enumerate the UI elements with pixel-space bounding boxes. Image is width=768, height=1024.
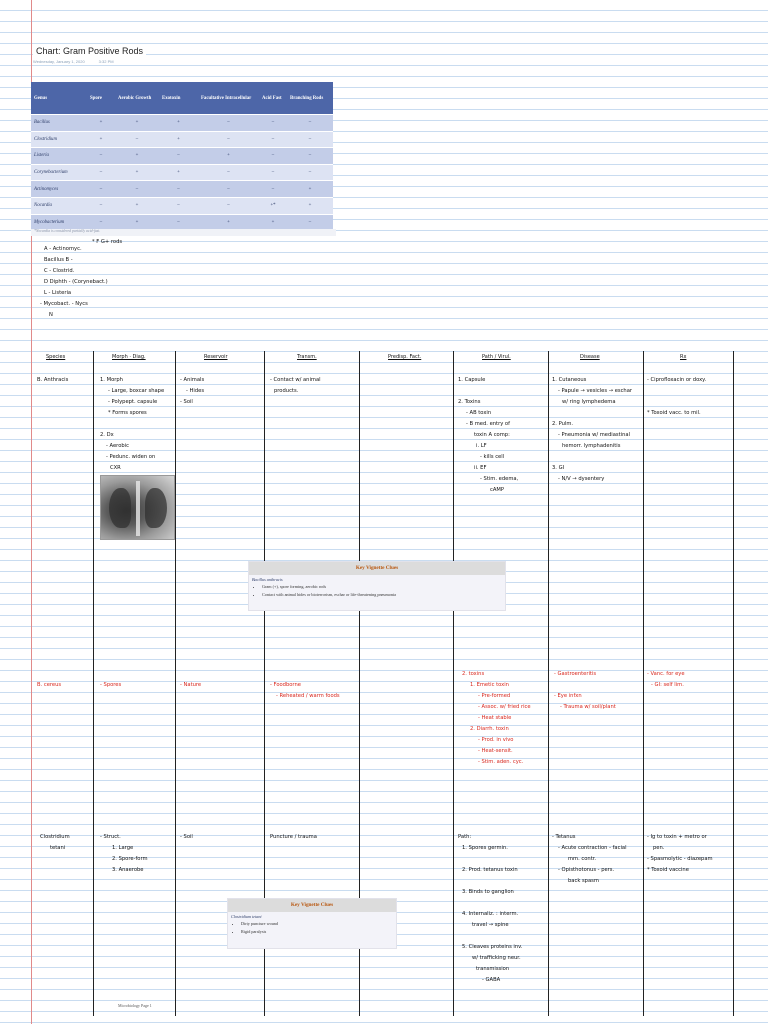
table-cell: – [287, 148, 333, 165]
table-cell: + [115, 115, 159, 132]
tetani-morph: - Struct. [100, 834, 121, 840]
column-header-rx: Rx [680, 354, 687, 360]
table-cell: Listeria [31, 148, 87, 165]
table-row [31, 164, 333, 181]
column-header-transm: Transm. [297, 354, 317, 360]
anthracis-reservoir: - Animals [180, 377, 205, 383]
table-cell: + [198, 148, 259, 165]
table-cell: + [259, 214, 287, 230]
col-branching: Branching Rods [287, 82, 333, 115]
mnemonic-line: N [49, 312, 53, 318]
page-date: Wednesday, January 1, 2020 [33, 59, 85, 64]
vignette-list [228, 920, 396, 935]
table-cell: + [159, 115, 198, 132]
vignette-bullet: • Gram (+), spore forming, aerobic rods [262, 583, 505, 591]
cereus-path: - Pre-formed [478, 693, 511, 699]
table-cell: – [287, 214, 333, 230]
anthracis-path: ii. EF [474, 465, 487, 471]
anthracis-morph: - Polypept. capsule [108, 399, 158, 405]
mnemonic-line: D Diphth - (Corynebact.) [44, 279, 108, 285]
anthracis-morph: - Pedunc. widen on [106, 454, 156, 460]
anthracis-path: 1. Capsule [458, 377, 486, 383]
cereus-path: - Assoc. w/ fried rice [478, 704, 531, 710]
anthracis-path: - kills cell [480, 454, 505, 460]
cereus-transm: - Foodborne [270, 682, 301, 688]
table-cell: – [259, 181, 287, 198]
anthracis-path: - Stim. edema, [480, 476, 519, 482]
anthracis-rx: * Toxoid vacc. to mil. [647, 410, 701, 416]
anthracis-path: - AB toxin [466, 410, 492, 416]
table-cell: – [87, 214, 115, 230]
cereus-path: 2. toxins [462, 671, 485, 677]
vignette-bullet: • Rigid paralysis [241, 928, 396, 936]
anthracis-path: toxin A comp: [474, 432, 510, 438]
vignette-organism: Bacillus anthracis [252, 577, 283, 582]
col-exotoxin: Exotoxin [159, 82, 198, 115]
tetani-path: w/ trafficking neur. [472, 955, 521, 961]
anthracis-transm: products. [274, 388, 299, 394]
anthracis-morph: CXR [110, 465, 121, 471]
table-cell: – [259, 164, 287, 181]
column-divider [175, 351, 176, 1016]
anthracis-path: - B med. entry of [466, 421, 510, 427]
cereus-path: 1. Emetic toxin [470, 682, 509, 688]
cereus-rx: - Vanc. for eye [647, 671, 685, 677]
tetani-path: - GABA [482, 977, 501, 983]
table-cell: – [198, 164, 259, 181]
tetani-path: 3. Binds to ganglion [462, 889, 514, 895]
vignette-title: Key Vignette Clues [249, 562, 505, 575]
anthracis-disease: - Pneumonia w/ mediastinal [558, 432, 630, 438]
species-anthracis: B. Anthracis [37, 377, 69, 383]
page-title: Chart: Gram Positive Rods [33, 46, 146, 56]
mnemonic-line: Bacillus B - [44, 257, 73, 263]
table-row [31, 197, 333, 214]
tetani-rx: - Spasmolytic - diazepam [647, 856, 713, 862]
col-facultative: Facultative Intracellular [198, 82, 259, 115]
table-cell: – [87, 148, 115, 165]
vignette-title: Key Vignette Clues [228, 899, 396, 912]
table-cell: – [198, 197, 259, 214]
vignette-box-tetani [227, 898, 397, 949]
page-time: 3:32 PM [98, 59, 114, 64]
table-cell: + [87, 131, 115, 148]
column-divider [733, 351, 734, 1016]
tetani-transm: Puncture / trauma [270, 834, 317, 840]
table-cell: – [159, 214, 198, 230]
table-cell: + [198, 214, 259, 230]
table-cell: Actinomyces [31, 181, 87, 198]
mnemonic-line: - Mycobact. - Nycs [40, 301, 88, 307]
cereus-path: - Heat-sensit. [478, 748, 513, 754]
anthracis-disease: 1. Cutaneous [552, 377, 587, 383]
column-divider [453, 351, 454, 1016]
table-cell: – [198, 115, 259, 132]
table-cell: Bacillus [31, 115, 87, 132]
vignette-box-anthracis [248, 561, 506, 611]
anthracis-disease: w/ ring lymphedema [562, 399, 616, 405]
tetani-disease: mm. contr. [568, 856, 597, 862]
tetani-morph: 1. Large [112, 845, 134, 851]
table-cell: + [115, 214, 159, 230]
table-cell: + [87, 115, 115, 132]
table-cell: + [287, 197, 333, 214]
table-cell: – [287, 164, 333, 181]
table-cell: – [259, 131, 287, 148]
table-cell: – [87, 197, 115, 214]
tetani-rx: - Ig to toxin + metro or [647, 834, 707, 840]
anthracis-path: cAMP [490, 487, 505, 493]
column-header-reservoir: Reservoir [204, 354, 228, 360]
mnemonic-note-top: * F G+ rods [92, 239, 123, 245]
tetani-rx: pen. [653, 845, 665, 851]
cereus-path: - Heat stable [478, 715, 512, 721]
anthracis-disease: - N/V → dysentery [558, 476, 605, 482]
anthracis-disease: 2. Pulm. [552, 421, 574, 427]
column-header-predisp: Predisp. Fact. [388, 354, 422, 360]
col-acid-fast: Acid Fast [259, 82, 287, 115]
table-cell: – [287, 115, 333, 132]
genus-table [31, 82, 333, 230]
tetani-path: 2. Prod. tetanus toxin [462, 867, 518, 873]
anthracis-morph: - Aerobic [106, 443, 129, 449]
table-cell: + [159, 164, 198, 181]
table-cell: Mycobacterium [31, 214, 87, 230]
tetani-disease: - Acute contraction - facial [558, 845, 627, 851]
table-cell: – [198, 131, 259, 148]
cereus-disease: - Gastroenteritis [554, 671, 597, 677]
tetani-disease: - Tetanus [552, 834, 576, 840]
table-cell: – [159, 181, 198, 198]
col-spore: Spore [87, 82, 115, 115]
anthracis-reservoir: - Hides [186, 388, 205, 394]
cereus-path: - Stim. aden. cyc. [478, 759, 524, 765]
mnemonic-line: C - Clostrid. [44, 268, 75, 274]
column-divider [643, 351, 644, 1016]
tetani-path: 1. Spores germin. [462, 845, 508, 851]
cereus-disease: - Eye infxn [554, 693, 582, 699]
table-cell: – [159, 197, 198, 214]
anthracis-disease: 3. GI [552, 465, 565, 471]
table-row [31, 214, 333, 230]
table-cell: +* [259, 197, 287, 214]
table-cell: – [259, 148, 287, 165]
table-row [31, 148, 333, 165]
cereus-morph: - Spores [100, 682, 122, 688]
column-header-morph: Morph · Diag. [112, 354, 146, 360]
tetani-path: travel → spine [472, 922, 509, 928]
col-aerobic: Aerobic Growth [115, 82, 159, 115]
mnemonic-line: A - Actinomyc. [44, 246, 82, 252]
table-row [31, 131, 333, 148]
cereus-path: - Prod. in vivo [478, 737, 514, 743]
vignette-organism: Clostridium tetani [231, 914, 262, 919]
table-cell: + [115, 148, 159, 165]
tetani-disease: - Opisthotonus - pers. [558, 867, 615, 873]
anthracis-disease: hemorr. lymphadenitis [562, 443, 621, 449]
genus-table-header [31, 82, 333, 115]
table-cell: – [115, 131, 159, 148]
chest-xray-image [100, 475, 175, 540]
col-genus: Genus [31, 82, 87, 115]
column-divider [548, 351, 549, 1016]
vignette-bullet: • Dirty puncture wound [241, 920, 396, 928]
cereus-reservoir: - Nature [180, 682, 202, 688]
table-cell: Nocardia [31, 197, 87, 214]
table-cell: – [115, 181, 159, 198]
table-cell: Clostridium [31, 131, 87, 148]
tetani-morph: 3. Anaerobe [112, 867, 144, 873]
tetani-rx: * Toxoid vaccine [647, 867, 689, 873]
tetani-disease: back spasm [568, 878, 599, 884]
tetani-reservoir: - Soil [180, 834, 193, 840]
tetani-path: 4. Internaliz. : interm. [462, 911, 519, 917]
table-row [31, 181, 333, 198]
species-cereus: B. cereus [37, 682, 62, 688]
cereus-rx: - GI: self lim. [651, 682, 684, 688]
page-footer: Microbiology Page 1 [118, 1003, 152, 1008]
anthracis-morph: 1. Morph [100, 377, 123, 383]
table-cell: + [287, 181, 333, 198]
anthracis-path: i. LF [476, 443, 487, 449]
table-cell: – [287, 131, 333, 148]
column-header-path: Path / Virul. [482, 354, 511, 360]
tetani-path: transmission [476, 966, 510, 972]
table-cell: – [198, 181, 259, 198]
table-cell: + [159, 131, 198, 148]
page-timestamp [33, 59, 128, 64]
cereus-transm: - Reheated / warm foods [276, 693, 340, 699]
mnemonic-line: L - Listeria [44, 290, 72, 296]
species-tetani: tetani [50, 845, 66, 851]
table-row [31, 115, 333, 132]
anthracis-reservoir: - Soil [180, 399, 193, 405]
table-cell: Corynebacterium [31, 164, 87, 181]
anthracis-path: 2. Toxins [458, 399, 481, 405]
vignette-list [249, 583, 505, 598]
anthracis-rx: - Ciprofloxacin or doxy. [647, 377, 707, 383]
vignette-bullet: • Contact with animal hides or bioterrorism, eschar or life-threatening pneumonia [262, 591, 505, 599]
table-cell: – [87, 181, 115, 198]
anthracis-disease: - Papule → vesicles → eschar [558, 388, 633, 394]
table-cell: + [115, 197, 159, 214]
column-header-disease: Disease [580, 354, 600, 360]
anthracis-morph: * Forms spores [108, 410, 147, 416]
table-cell: + [115, 164, 159, 181]
table-cell: – [87, 164, 115, 181]
table-cell: – [159, 148, 198, 165]
anthracis-morph: - Large, boxcar shape [108, 388, 165, 394]
tetani-path: 5. Cleaves proteins inv. [462, 944, 523, 950]
cereus-disease: - Trauma w/ soil/plant [560, 704, 616, 710]
anthracis-morph: 2. Dx [100, 432, 114, 438]
tetani-path: Path: [458, 834, 472, 840]
tetani-morph: 2. Spore-form [112, 856, 148, 862]
table-footnote: *Nocardia is considered partially acid-fast. [31, 229, 336, 236]
column-header-species: Species [46, 354, 66, 360]
anthracis-transm: - Contact w/ animal [270, 377, 321, 383]
species-tetani: Clostridium [40, 834, 70, 840]
cereus-path: 2. Diarrh. toxin [470, 726, 509, 732]
column-divider [93, 351, 94, 1016]
table-cell: – [259, 115, 287, 132]
